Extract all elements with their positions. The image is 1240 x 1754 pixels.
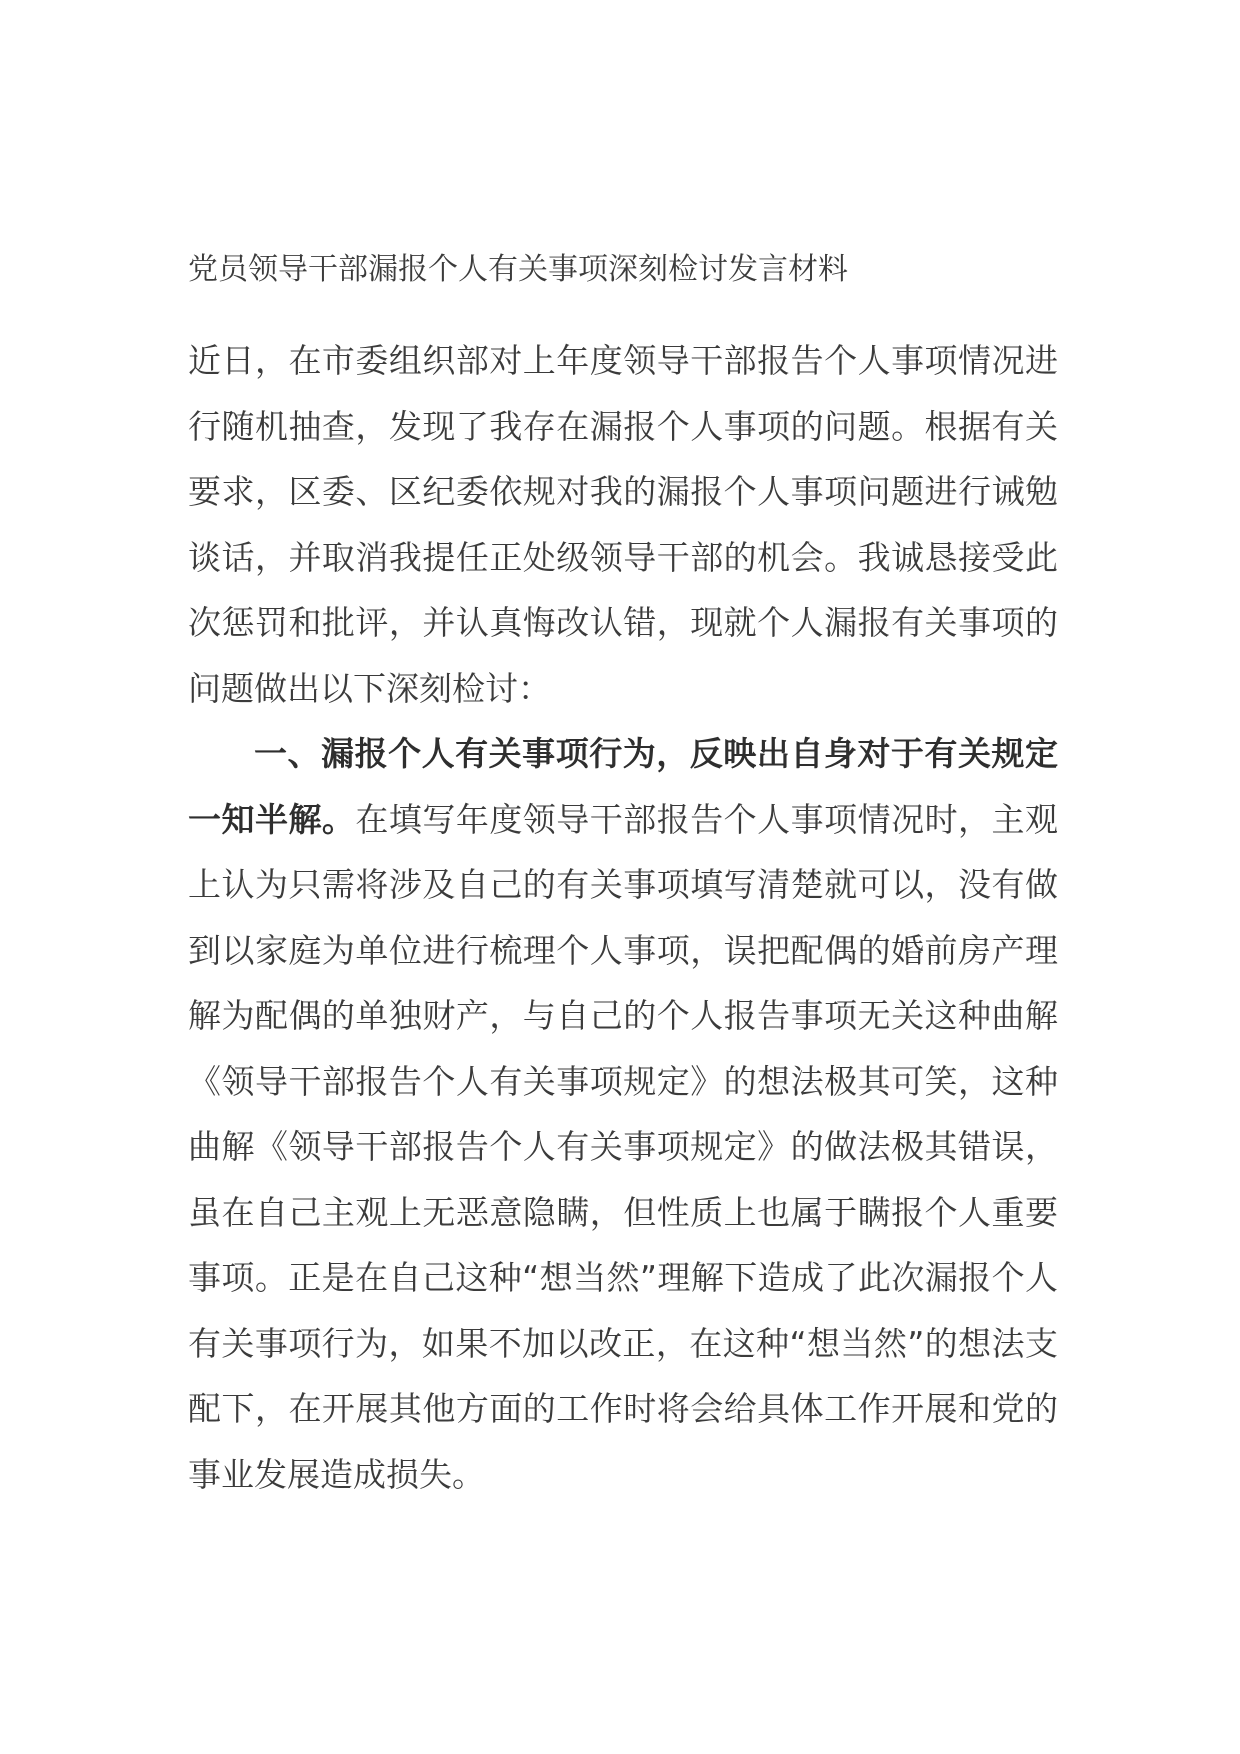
intro-paragraph-text: 近日，在市委组织部对上年度领导干部报告个人事项情况进行随机抽查，发现了我存在漏报个人事项的问题。根据有关要求，区委、区纪委依规对我的漏报个人事项问题进行诫勉谈话，并取消我提任正处级领导干部的机会。我诚恳接受此次惩罚和批评，并认真悔改认错，现就个人漏报有关事项的问题做出以下深刻检讨： xyxy=(188,341,1058,708)
section-one-paragraph xyxy=(188,721,1058,1507)
section-one-text: 在填写年度领导干部报告个人事项情况时，主观上认为只需将涉及自己的有关事项填写清楚就可以，没有做到以家庭为单位进行梳理个人事项，误把配偶的婚前房产理解为配偶的单独财产，与自己的个人报告事项无关这种曲解《领导干部报告个人有关事项规定》的想法极其可笑，这种曲解《领导干部报告个人有关事项规定》的做法极其错误，虽在自己主观上无恶意隐瞒，但性质上也属于瞒报个人重要事项。正是在自己这种“想当然”理解下造成了此次漏报个人有关事项行为，如果不加以改正，在这种“想当然”的想法支配下，在开展其他方面的工作时将会给具体工作开展和党的事业发展造成损失。 xyxy=(188,799,1059,1494)
intro-paragraph xyxy=(188,328,1058,721)
section-one-heading: 一、漏报个人有关事项行为，反映出自身对于有关规定一知半解。 xyxy=(188,734,1058,839)
document-title: 党员领导干部漏报个人有关事项深刻检讨发言材料 xyxy=(188,252,848,287)
document-page xyxy=(188,250,1058,1507)
